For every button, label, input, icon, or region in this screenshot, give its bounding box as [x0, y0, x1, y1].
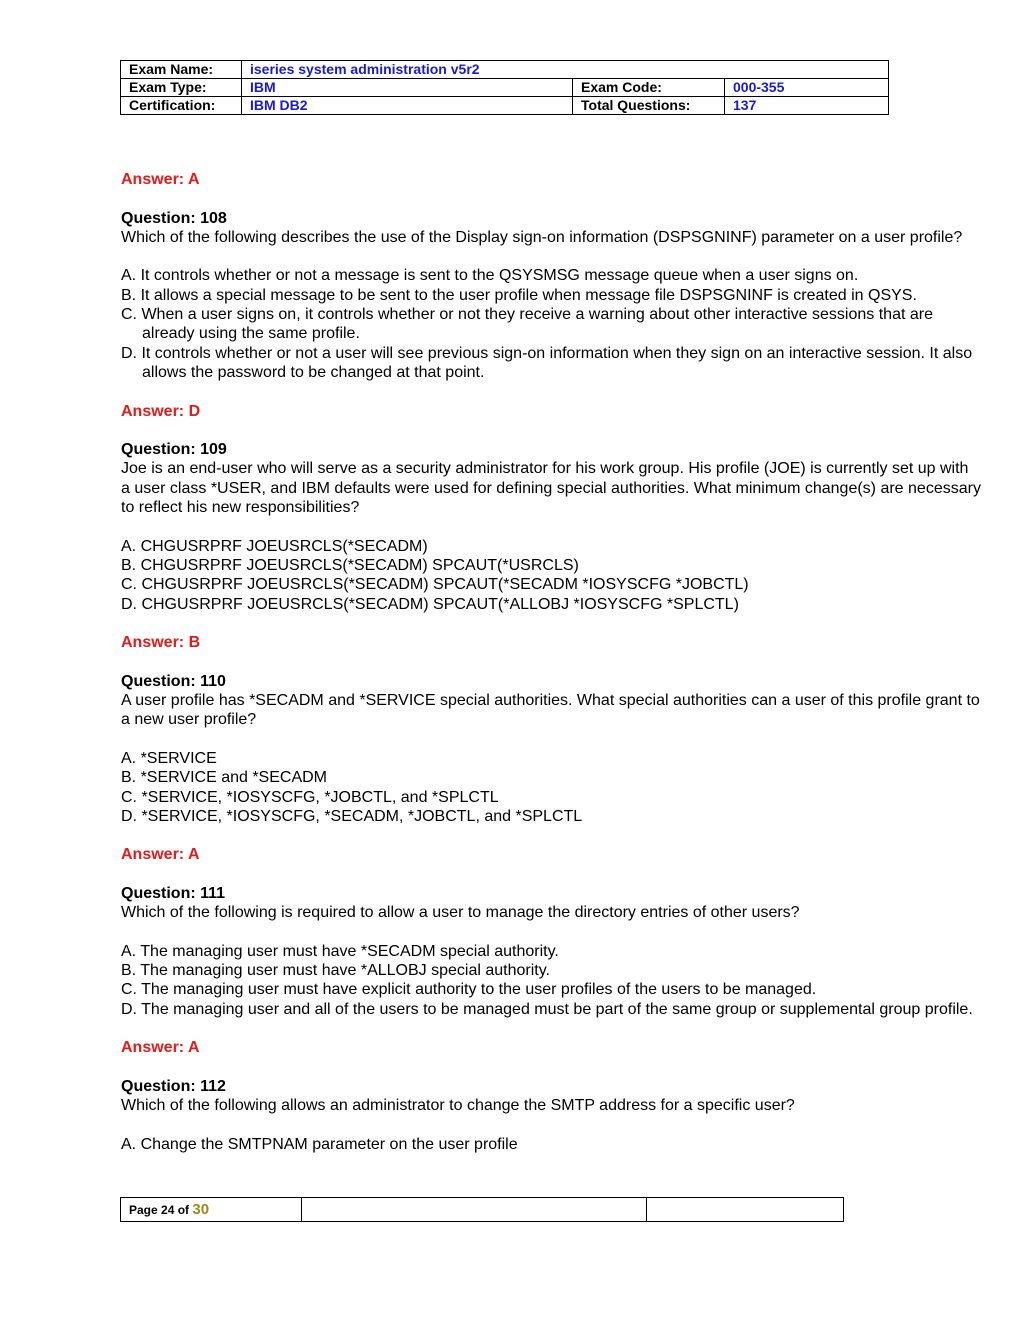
spacer [121, 247, 981, 266]
question-list [121, 170, 981, 1154]
answer-option: D. The managing user and all of the users to be managed must be part of the same group or supplemental group profile. [121, 1000, 973, 1018]
answer-option: D. *SERVICE, *IOSYSCFG, *SECADM, *JOBCTL, and *SPLCTL [121, 807, 583, 825]
answer-option: A. *SERVICE [121, 749, 217, 767]
question-title: Question: 110 [121, 672, 226, 690]
answer-option: B. *SERVICE and *SECADM [121, 769, 328, 787]
footer-row [121, 1198, 844, 1222]
spacer [121, 189, 981, 208]
spacer [121, 614, 981, 633]
answer-key: Answer: B [121, 634, 201, 652]
answer-option: A. Change the SMTPNAM parameter on the user profile [121, 1135, 518, 1153]
spacer [121, 1058, 981, 1077]
footer-empty-cell [647, 1198, 844, 1222]
footer-empty-cell [302, 1198, 647, 1222]
spacer [121, 865, 981, 884]
question-block [121, 672, 981, 884]
answer-option: B. The managing user must have *ALLOBJ special authority. [121, 962, 550, 980]
exam-type-value: IBM [242, 79, 573, 97]
answer-option: C. When a user signs on, it controls whether or not they receive a warning about other interactive sessions that are already using the same profile. [121, 306, 933, 343]
certification-value: IBM DB2 [242, 97, 573, 115]
exam-code-label: Exam Code: [573, 79, 725, 97]
question-block [121, 209, 981, 441]
answer-option: C. *SERVICE, *IOSYSCFG, *JOBCTL, and *SPLCTL [121, 788, 499, 806]
question-block [121, 440, 981, 672]
total-questions-label: Total Questions: [573, 97, 725, 115]
answer-option: B. It allows a special message to be sent to the user profile when message file DSPSGNINF is created in QSYS. [121, 286, 917, 304]
question-title: Question: 111 [121, 884, 226, 902]
exam-type-label: Exam Type: [121, 79, 242, 97]
question-text: A user profile has *SECADM and *SERVICE special authorities. What special authorities can a user of this profile grant to a new user profile? [121, 692, 980, 729]
spacer [121, 421, 981, 440]
answer-key: Answer: A [121, 1039, 200, 1057]
spacer [121, 1116, 981, 1135]
question-block [121, 1077, 981, 1154]
page-number-cell [121, 1198, 302, 1222]
exam-name-label: Exam Name: [121, 61, 242, 79]
answer-option: D. It controls whether or not a user will see previous sign-on information when they sign on an interactive session. It also allows the password to be changed at that point. [121, 344, 973, 381]
question-title: Question: 109 [121, 441, 227, 459]
spacer [121, 517, 981, 536]
question-text: Joe is an end-user who will serve as a security administrator for his work group. His profile (JOE) is currently set up with a user class *USER, and IBM defaults were used for defining special authorities. What minimum change(s) are necessary to reflect his new responsibilities? [121, 460, 981, 517]
question-block [121, 170, 981, 209]
answer-key: Answer: A [121, 171, 200, 188]
answer-option: A. It controls whether or not a message is sent to the QSYSMSG message queue when a user signs on. [121, 267, 859, 285]
spacer [121, 652, 981, 671]
answer-option: C. CHGUSRPRF JOEUSRCLS(*SECADM) SPCAUT(*SECADM *IOSYSCFG *JOBCTL) [121, 576, 749, 594]
certification-label: Certification: [121, 97, 242, 115]
spacer [121, 1019, 981, 1038]
page-total: 30 [192, 1200, 210, 1218]
answer-key: Answer: A [121, 846, 200, 864]
total-questions-value: 137 [725, 97, 889, 115]
header-row-exam-type [121, 79, 889, 97]
question-text: Which of the following allows an administrator to change the SMTP address for a specific user? [121, 1097, 795, 1115]
header-row-certification [121, 97, 889, 115]
spacer [121, 730, 981, 749]
question-text: Which of the following describes the use of the Display sign-on information (DSPSGNINF) parameter on a user profile? [121, 228, 963, 246]
question-text: Which of the following is required to allow a user to manage the directory entries of other users? [121, 904, 800, 922]
answer-option: A. The managing user must have *SECADM special authority. [121, 942, 559, 960]
answer-key: Answer: D [121, 402, 201, 420]
spacer [121, 923, 981, 942]
answer-option: C. The managing user must have explicit authority to the user profiles of the users to be managed. [121, 981, 817, 999]
question-title: Question: 112 [121, 1077, 226, 1095]
exam-code-value: 000-355 [725, 79, 889, 97]
header-row-exam-name [121, 61, 889, 79]
exam-name-value: iseries system administration v5r2 [242, 61, 889, 79]
page-footer-table [120, 1197, 844, 1222]
answer-option: A. CHGUSRPRF JOEUSRCLS(*SECADM) [121, 537, 428, 555]
exam-header-table [120, 60, 889, 115]
page-number-prefix: Page 24 of [129, 1202, 193, 1217]
spacer [121, 826, 981, 845]
question-block [121, 884, 981, 1077]
answer-option: B. CHGUSRPRF JOEUSRCLS(*SECADM) SPCAUT(*USRCLS) [121, 556, 579, 574]
spacer [121, 382, 981, 401]
answer-option: D. CHGUSRPRF JOEUSRCLS(*SECADM) SPCAUT(*ALLOBJ *IOSYSCFG *SPLCTL) [121, 595, 739, 613]
question-title: Question: 108 [121, 209, 227, 227]
